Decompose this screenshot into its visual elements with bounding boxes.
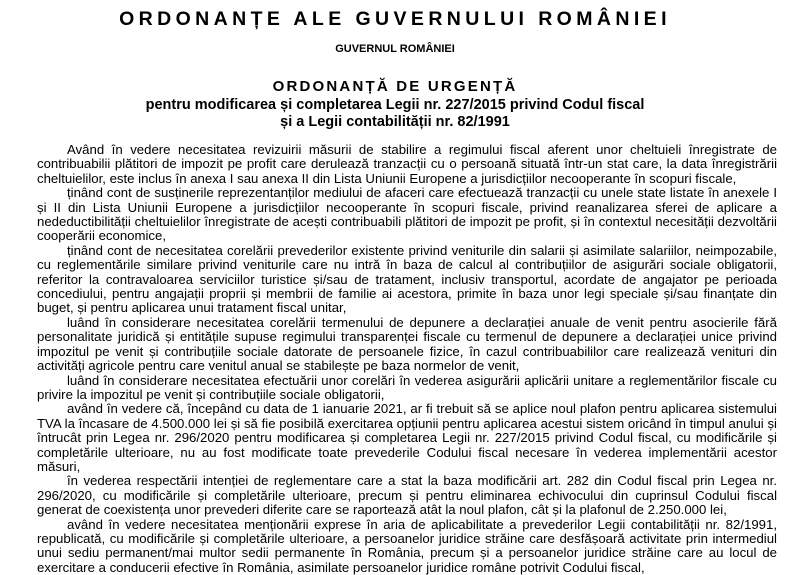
document-title-line-1: pentru modificarea și completarea Legii nr. 227/2015 privind Codul fiscal: [145, 97, 645, 113]
preamble-paragraph: luând în considerare necesitatea corelării termenului de depunere a declarației anuale de venit pentru asocierile fără personalitate juridică și entitățile supuse regimului transparenței fiscale cu termenul de depunere a declarației unice privind impozitul pe venit și contribuțiile sociale datorate de persoanele fizice, în cazul contribuabililor care realizează venituri din activități agricole pentru care venitul anual se stabilește pe baza normelor de venit,: [37, 314, 777, 374]
document-title: [0, 97, 790, 131]
preamble-paragraph: în vederea respectării intenției de reglementare care a stat la baza modificării art. 282 din Codul fiscal prin Legea nr. 296/2020, cu modificările și completările ulterioare, precum și pentru eliminarea echivocului din cuprinsul Codului fiscal generat de coexistența unor prevederi diferite care se raportează atât la noul plafon, cât și la plafonul de 2.250.000 lei,: [37, 473, 777, 518]
preamble-paragraph: având în vedere necesitatea menționării exprese în aria de aplicabilitate a prevederilor Legii contabilității nr. 82/1991, republicată, cu modificările și completările ulterioare, a persoanelor juridice străine care desfășoară activitate prin intermediul unui sediu permanent/mai multor sedii permanente în România, precum și a persoanelor juridice străine care au locul de exercitare a conducerii efective în România, asimilate persoanelor juridice române potrivit Codului fiscal,: [37, 516, 777, 575]
issuing-authority: GUVERNUL ROMÂNIEI: [335, 43, 455, 55]
preamble-paragraph: luând în considerare necesitatea efectuării unor corelări în vederea asigurării aplicării unitare a reglementărilor fiscale cu privire la impozitul pe venit și contribuțiile sociale obligatorii,: [37, 372, 777, 402]
preamble-paragraph: Având în vedere necesitatea revizuirii măsurii de stabilire a regimului fiscal aferent unor cheltuieli înregistrate de contribuabilii plătitori de impozit pe profit care derulează tranzacții cu o persoană situată într-un stat care, la data înregistrării cheltuielilor, este inclus în anexa I sau anexa II din Lista Uniunii Europene a jurisdicțiilor necooperante în scopuri fiscale,: [37, 142, 777, 186]
preamble-paragraph: având în vedere că, începând cu data de 1 ianuarie 2021, ar fi trebuit să se aplice noul plafon pentru aplicarea sistemului TVA la încasare de 4.500.000 lei și să fie posibilă exercitarea opțiunii pentru aplicarea acestui sistem oricând în timpul anului și întrucât prin Legea nr. 296/2020 pentru modificarea și completarea Legii nr. 227/2015 privind Codul fiscal, cu modificările și completările ulterioare, nu au fost modificate toate prevederile Codului fiscal necesare în vederea implementării acestor măsuri,: [37, 401, 777, 474]
document-type: ORDONANȚĂ DE URGENȚĂ: [272, 78, 518, 95]
preamble-paragraph: ținând cont de susținerile reprezentanților mediului de afaceri care efectuează tranzacții cu unele state listate în anexele I și II din Lista Uniunii Europene a jurisdicțiilor necooperante în scopuri fiscale, privind reanalizarea sferei de aplicare a nedeductibilității cheltuielilor înregistrate de acești contribuabili plătitori de impozit pe profit, și în contextul necesității dezvoltării cooperării economice,: [37, 185, 777, 244]
preamble-paragraph: ținând cont de necesitatea corelării prevederilor existente privind veniturile din salarii și asimilate salariilor, neimpozabile, cu reglementările similare privind veniturile care nu intră în baza de calcul al contribuțiilor de asigurări sociale obligatorii, referitor la contravaloarea serviciilor turistice și/sau de tratament, inclusiv transportul, acordate de angajator pe perioada concediului, pentru angajații proprii și membrii de familie ai acestora, primite în baza unor legi speciale și/sau finanțate din buget, și pentru aplicarea unui tratament fiscal unitar,: [37, 242, 777, 316]
gazette-section-header: ORDONANȚE ALE GUVERNULUI ROMÂNIEI: [119, 8, 671, 30]
document-body: [37, 143, 777, 575]
document-title-line-2: și a Legii contabilității nr. 82/1991: [280, 114, 510, 130]
